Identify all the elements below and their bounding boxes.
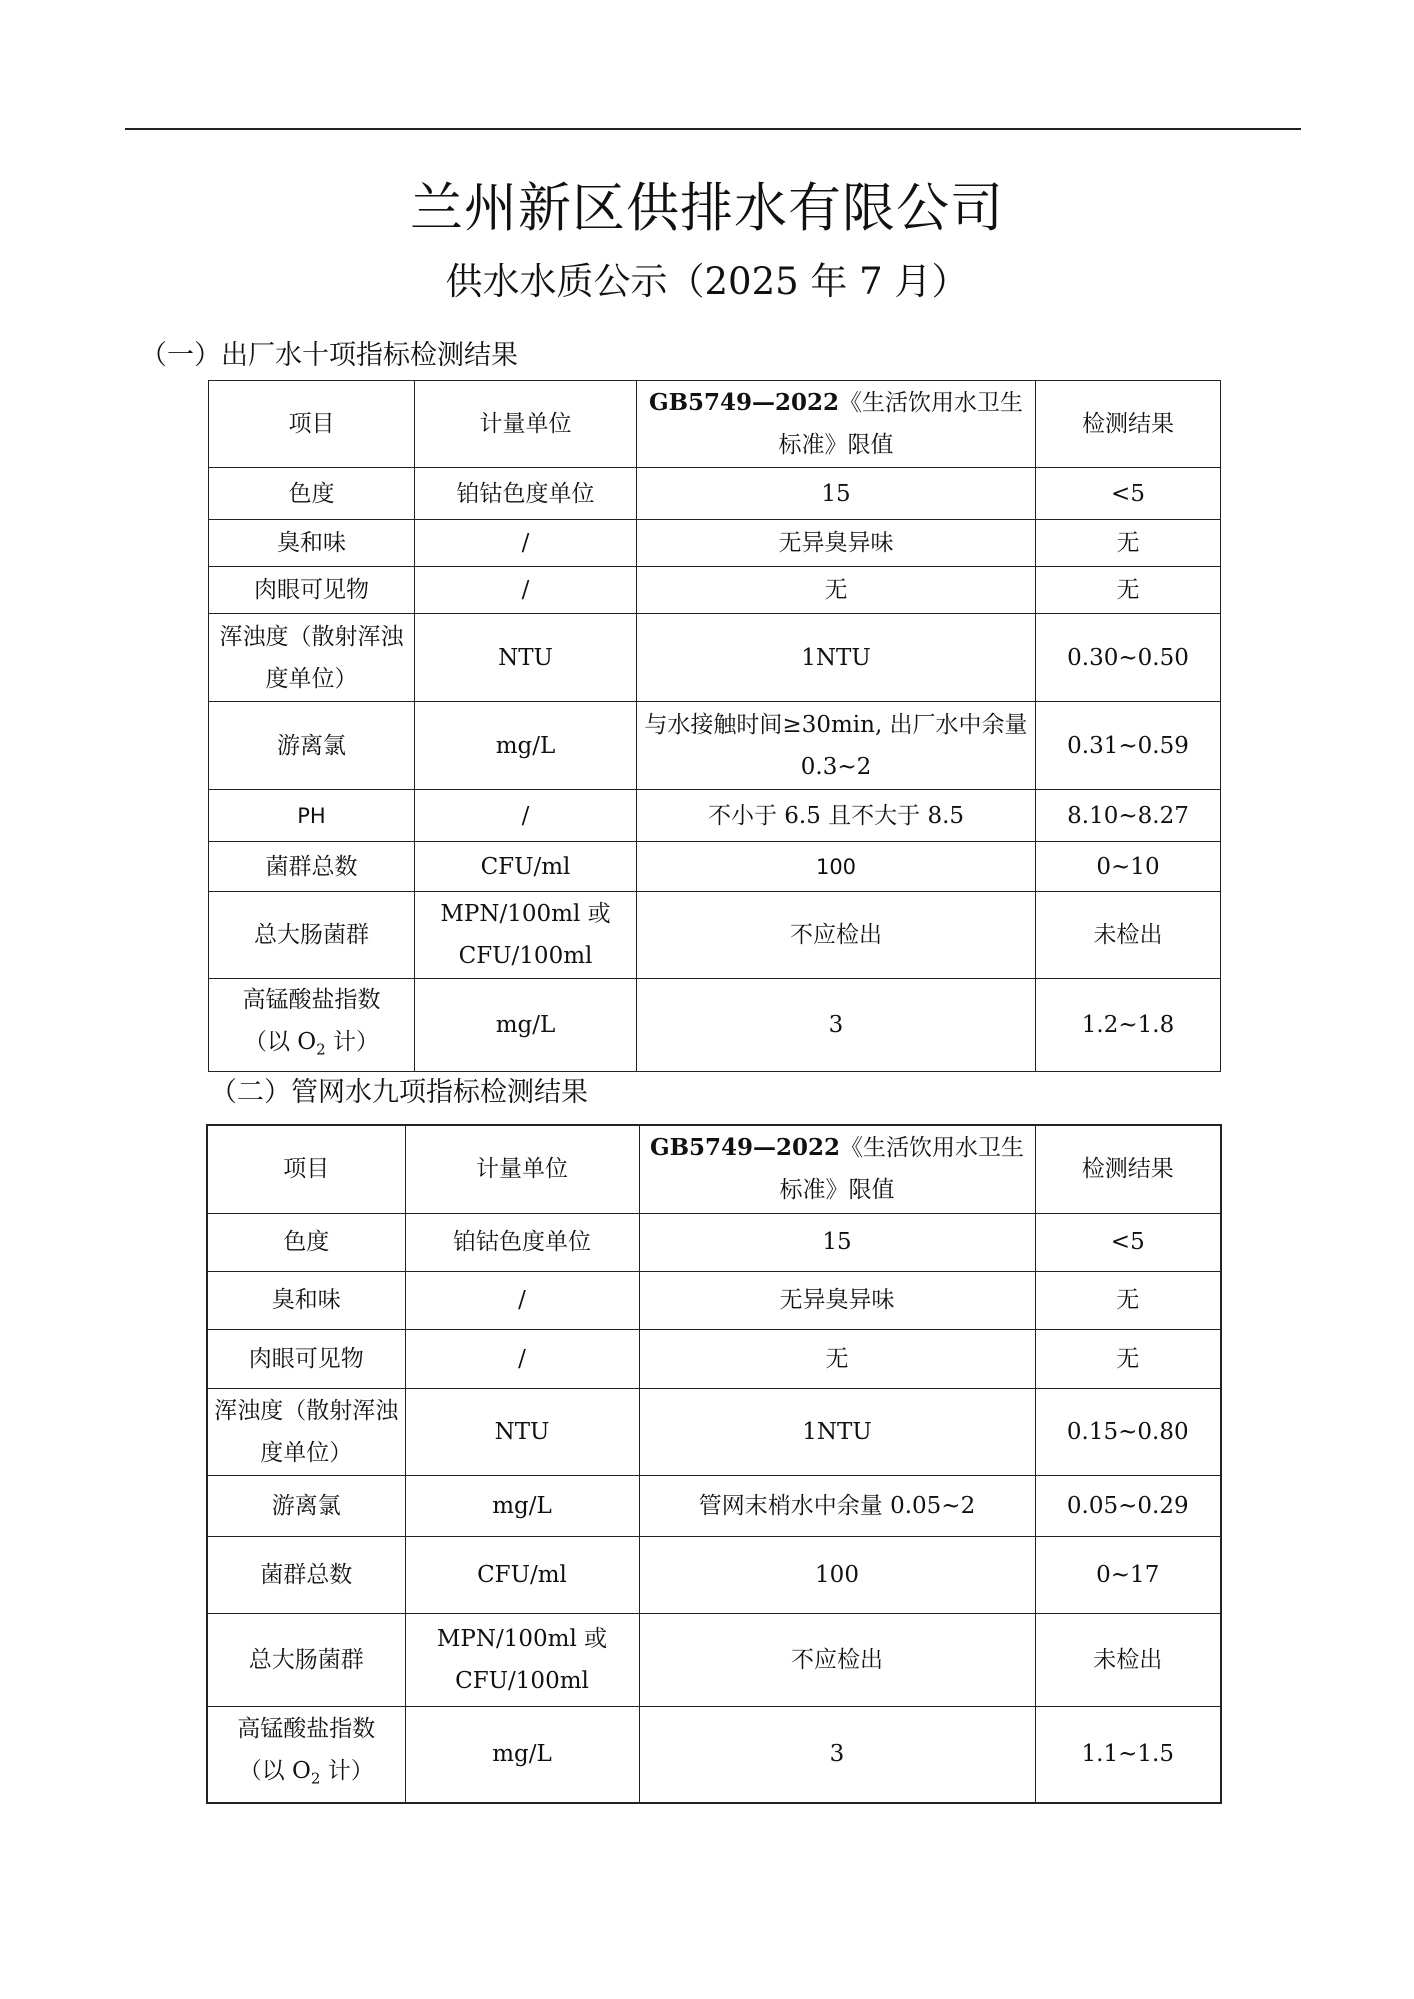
cell-unit: 铂钴色度单位 (405, 1213, 639, 1271)
cell-item: 总大肠菌群 (209, 892, 415, 979)
cell-limit: 无异臭异味 (637, 520, 1036, 567)
cell-limit: 不应检出 (637, 892, 1036, 979)
table-row (209, 892, 1221, 979)
cell-limit: 15 (639, 1213, 1035, 1271)
network-water-table (206, 1124, 1222, 1804)
cell-item: 肉眼可见物 (207, 1329, 405, 1388)
cell-item: 浑浊度（散射浑浊度单位） (207, 1388, 405, 1475)
cell-unit: / (405, 1271, 639, 1329)
cell-item: 臭和味 (207, 1271, 405, 1329)
cell-unit: mg/L (415, 979, 637, 1072)
cell-result: 1.2~1.8 (1036, 979, 1221, 1072)
cell-item: 高锰酸盐指数 （以 $O_2$ 计） (209, 979, 415, 1072)
cell-limit: 无异臭异味 (639, 1271, 1035, 1329)
cell-unit: mg/L (405, 1475, 639, 1536)
cell-result: 0~10 (1036, 842, 1221, 892)
table-row (209, 567, 1221, 614)
table-row (209, 702, 1221, 790)
cell-item: 浑浊度（散射浑浊度单位） (209, 614, 415, 702)
table-row (207, 1475, 1221, 1536)
cell-unit: / (415, 567, 637, 614)
cell-result: 1.1~1.5 (1035, 1706, 1221, 1803)
cell-limit: 管网末梢水中余量 0.05~2 (639, 1475, 1035, 1536)
header-standard: GB5749—2022《生活饮用水卫生标准》限值 (639, 1125, 1035, 1213)
cell-result: 0~17 (1035, 1536, 1221, 1613)
cell-result: 未检出 (1036, 892, 1221, 979)
cell-item: 色度 (207, 1213, 405, 1271)
table-row (209, 468, 1221, 520)
cell-result: 无 (1036, 520, 1221, 567)
cell-limit: 不小于 6.5 且不大于 8.5 (637, 790, 1036, 842)
cell-unit: CFU/ml (415, 842, 637, 892)
cell-item: 臭和味 (209, 520, 415, 567)
cell-limit: 1NTU (637, 614, 1036, 702)
cell-limit: 3 (637, 979, 1036, 1072)
cell-item: 菌群总数 (209, 842, 415, 892)
header-result: 检测结果 (1036, 381, 1221, 468)
table-row (207, 1536, 1221, 1613)
table-row (207, 1613, 1221, 1706)
table-row (207, 1271, 1221, 1329)
table-row (209, 842, 1221, 892)
cell-unit: NTU (415, 614, 637, 702)
cell-result: 无 (1035, 1271, 1221, 1329)
cell-limit: 3 (639, 1706, 1035, 1803)
cell-result: 0.15~0.80 (1035, 1388, 1221, 1475)
cell-unit: / (415, 790, 637, 842)
header-result: 检测结果 (1035, 1125, 1221, 1213)
cell-result: 未检出 (1035, 1613, 1221, 1706)
cell-result: <5 (1036, 468, 1221, 520)
table-row (207, 1388, 1221, 1475)
cell-item: PH (209, 790, 415, 842)
header-item: 项目 (207, 1125, 405, 1213)
cell-result: 0.05~0.29 (1035, 1475, 1221, 1536)
cell-limit: 100 (639, 1536, 1035, 1613)
cell-item: 菌群总数 (207, 1536, 405, 1613)
section-title-network-water: （二）管网水九项指标检测结果 (210, 1077, 588, 1108)
table-row (209, 520, 1221, 567)
cell-result: 8.10~8.27 (1036, 790, 1221, 842)
header-unit: 计量单位 (415, 381, 637, 468)
cell-result: 0.30~0.50 (1036, 614, 1221, 702)
header-item: 项目 (209, 381, 415, 468)
cell-item: 色度 (209, 468, 415, 520)
cell-item: 总大肠菌群 (207, 1613, 405, 1706)
cell-item: 肉眼可见物 (209, 567, 415, 614)
table-row (209, 979, 1221, 1072)
cell-item: 高锰酸盐指数 （以 $O_2$ 计） (207, 1706, 405, 1803)
table-header-row (209, 381, 1221, 468)
cell-unit: / (415, 520, 637, 567)
cell-limit: 15 (637, 468, 1036, 520)
cell-unit: 铂钴色度单位 (415, 468, 637, 520)
cell-item: 游离氯 (209, 702, 415, 790)
cell-limit: 1NTU (639, 1388, 1035, 1475)
cell-limit: 无 (639, 1329, 1035, 1388)
header-rule (125, 128, 1301, 130)
page-subtitle: 供水水质公示（2025 年 7 月） (445, 260, 969, 303)
company-title: 兰州新区供排水有限公司 (410, 178, 1004, 239)
cell-unit: mg/L (415, 702, 637, 790)
table-row (207, 1329, 1221, 1388)
plant-water-table (208, 380, 1221, 1072)
cell-result: <5 (1035, 1213, 1221, 1271)
section-title-plant-water: （一）出厂水十项指标检测结果 (140, 340, 518, 371)
cell-unit: mg/L (405, 1706, 639, 1803)
cell-unit: CFU/ml (405, 1536, 639, 1613)
table-row (207, 1706, 1221, 1803)
table-header-row (207, 1125, 1221, 1213)
table-row (207, 1213, 1221, 1271)
cell-limit: 无 (637, 567, 1036, 614)
cell-unit: NTU (405, 1388, 639, 1475)
cell-limit: 与水接触时间≥30min, 出厂水中余量 0.3~2 (637, 702, 1036, 790)
cell-limit: 100 (637, 842, 1036, 892)
header-unit: 计量单位 (405, 1125, 639, 1213)
header-standard: GB5749—2022《生活饮用水卫生标准》限值 (637, 381, 1036, 468)
cell-unit: MPN/100ml 或 CFU/100ml (415, 892, 637, 979)
table-row (209, 790, 1221, 842)
cell-unit: MPN/100ml 或 CFU/100ml (405, 1613, 639, 1706)
cell-limit: 不应检出 (639, 1613, 1035, 1706)
cell-item: 游离氯 (207, 1475, 405, 1536)
cell-result: 无 (1036, 567, 1221, 614)
cell-unit: / (405, 1329, 639, 1388)
table-row (209, 614, 1221, 702)
cell-result: 无 (1035, 1329, 1221, 1388)
cell-result: 0.31~0.59 (1036, 702, 1221, 790)
